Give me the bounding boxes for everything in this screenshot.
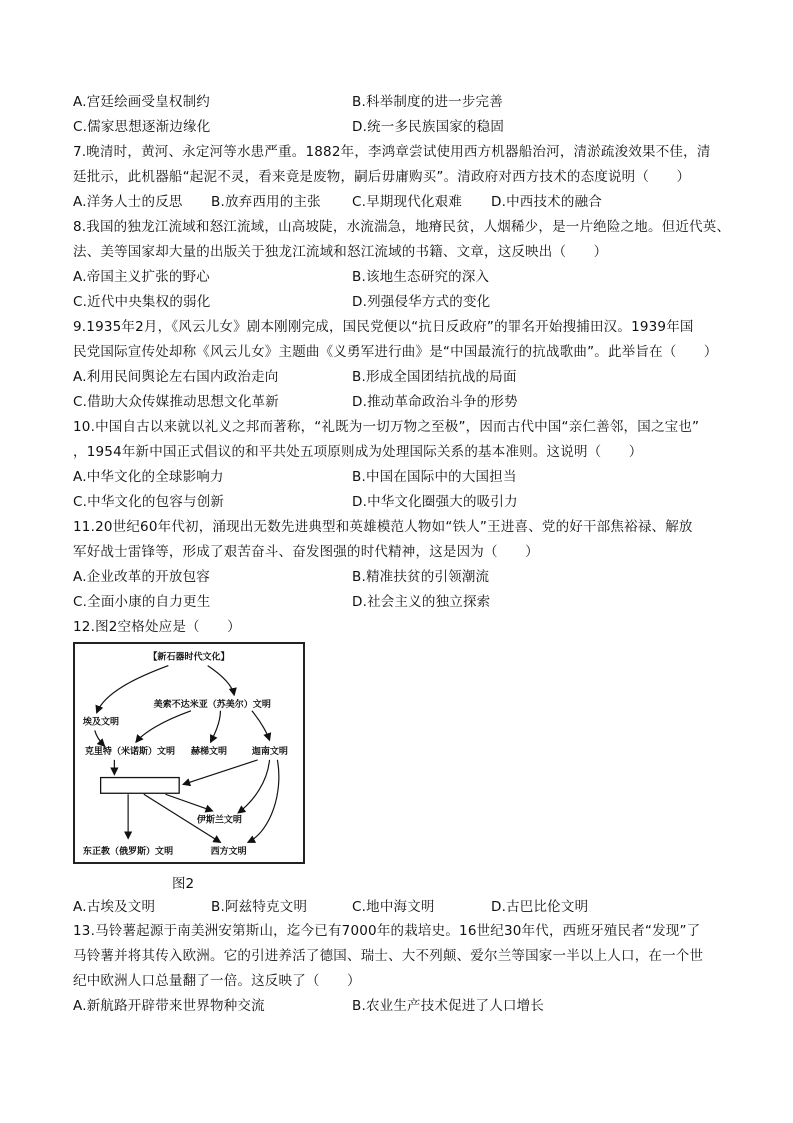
q11-option-c[interactable]: C.全面小康的自力更生 (73, 594, 211, 610)
q6-option-d[interactable]: D.统一多民族国家的稳固 (352, 119, 505, 135)
q12-option-b[interactable]: B.阿兹特克文明 (211, 899, 308, 915)
node-egypt: 埃及文明 (82, 717, 120, 728)
q12-option-c[interactable]: C.地中海文明 (352, 899, 435, 915)
q11-option-a[interactable]: A.企业改革的开放包容 (73, 569, 210, 585)
q6-option-c[interactable]: C.儒家思想逐渐边缘化 (73, 119, 211, 135)
arrow-meso-hittite (211, 711, 221, 742)
q11-stem-line-2: 军好战士雷锋等，形成了艰苦奋斗、奋发图强的时代精神，这是因为（ ） (73, 544, 539, 560)
q7-option-b[interactable]: B.放弃西用的主张 (211, 194, 321, 210)
q13-option-a[interactable]: A.新航路开辟带来世界物种交流 (73, 998, 265, 1014)
q12-option-a[interactable]: A.古埃及文明 (73, 899, 156, 915)
node-hittite: 赫梯文明 (190, 746, 228, 757)
q9-stem-line-1: 9.1935年2月，《风云儿女》剧本刚刚完成，国民党便以“抗日反政府”的罪名开始搜捕田汉。1939年国 (73, 319, 694, 335)
q6-option-b[interactable]: B.科举制度的进一步完善 (352, 94, 503, 110)
q7-option-c[interactable]: C.早期现代化艰难 (352, 194, 463, 210)
node-orthodox: 东正教（俄罗斯）文明 (82, 847, 174, 858)
node-islam: 伊斯兰文明 (196, 815, 242, 826)
q8-stem-line-2: 法、美等国家却大量的出版关于独龙江流域和怒江流域的书籍、文章，这反映出（ ） (73, 244, 608, 260)
q9-stem-line-2: 民党国际宣传处却称《风云儿女》主题曲《义勇军进行曲》是“中国最流行的抗战歌曲”。此举旨在（ ） (73, 344, 718, 360)
node-crete: 克里特（米诺斯）文明 (84, 746, 176, 757)
q7-option-d[interactable]: D.中西技术的融合 (491, 194, 602, 210)
q13-stem-line-1: 13.马铃薯起源于南美洲安第斯山，迄今已有7000年的栽培史。16世纪30年代，西班牙殖民者“发现”了 (73, 923, 701, 939)
q11-option-d[interactable]: D.社会主义的独立探索 (352, 594, 491, 610)
q13-option-b[interactable]: B.农业生产技术促进了人口增长 (352, 998, 545, 1014)
civilization-diagram (73, 642, 305, 864)
q8-option-a[interactable]: A.帝国主义扩张的野心 (73, 269, 210, 285)
q8-stem-line-1: 8.我国的独龙江流域和怒江流域，山高坡陡，水流湍急，地瘠民贫，人烟稀少，是一片绝险之地。但近代英、 (73, 219, 731, 235)
q10-option-c[interactable]: C.中华文化的包容与创新 (73, 494, 225, 510)
q10-option-a[interactable]: A.中华文化的全球影响力 (73, 469, 224, 485)
arrow-meso-canaan (252, 711, 270, 740)
q10-stem-line-2: ，1954年新中国正式倡议的和平共处五项原则成为处理国际关系的基本准则。这说明（ ） (73, 444, 643, 460)
arrow-canaan-box (183, 760, 258, 785)
node-mesopotamia: 美索不达米亚（苏美尔）文明 (153, 699, 271, 710)
q13-stem-line-3: 纪中欧洲人口总量翻了一倍。这反映了（ ） (73, 973, 361, 989)
q7-stem-line-1: 7.晚清时，黄河、永定河等水患严重。1882年，李鸿章尝试使用西方机器船治河，清淤疏浚效果不佳，清 (73, 144, 711, 160)
arrow-egypt-crete (95, 730, 105, 746)
q7-stem-line-2: 廷批示，此机器船“起泥不灵，看来竟是废物，嗣后毋庸购买”。清政府对西方技术的态度说明（ ） (73, 169, 691, 185)
arrow-neolithic-mesopotamia (208, 666, 235, 695)
q9-option-b[interactable]: B.形成全国团结抗战的局面 (352, 369, 517, 385)
q9-option-d[interactable]: D.推动革命政治斗争的形势 (352, 394, 518, 410)
q10-option-b[interactable]: B.中国在国际中的大国担当 (352, 469, 517, 485)
blank-box (101, 778, 180, 794)
q12-stem: 12.图2空格处应是（ ） (73, 619, 241, 635)
q6-option-a[interactable]: A.宫廷绘画受皇权制约 (73, 94, 210, 110)
q9-option-c[interactable]: C.借助大众传媒推动思想文化革新 (73, 394, 279, 410)
arrow-meso-crete (136, 711, 191, 742)
figure-caption: 图2 (172, 876, 195, 892)
q13-stem-line-2: 马铃薯并将其传入欧洲。它的引进养活了德国、瑞士、大不列颠、爱尔兰等国家一半以上人口，在一个世 (73, 948, 704, 964)
node-neolithic: 【新石器时代文化】 (148, 652, 230, 663)
q8-option-b[interactable]: B.该地生态研究的深入 (352, 269, 490, 285)
q11-stem-line-1: 11.20世纪60年代初，涌现出无数先进典型和英雄模范人物如“铁人”王进喜、党的好干部焦裕禄、解放 (73, 519, 693, 535)
q11-option-b[interactable]: B.精准扶贫的引领潮流 (352, 569, 490, 585)
node-canaan: 迦南文明 (251, 746, 288, 757)
q12-option-d[interactable]: D.古巴比伦文明 (491, 899, 589, 915)
q10-option-d[interactable]: D.中华文化圈强大的吸引力 (352, 494, 518, 510)
node-western: 西方文明 (210, 847, 247, 858)
q9-option-a[interactable]: A.利用民间舆论左右国内政治走向 (73, 369, 279, 385)
arrow-box-islam (165, 794, 212, 811)
q8-option-d[interactable]: D.列强侵华方式的变化 (352, 294, 491, 310)
q7-option-a[interactable]: A.洋务人士的反思 (73, 194, 183, 210)
arrow-canaan-west (248, 760, 279, 842)
q8-option-c[interactable]: C.近代中央集权的弱化 (73, 294, 211, 310)
q10-stem-line-1: 10.中国自古以来就以礼义之邦而著称，“礼既为一切万物之至极”，因而古代中国“亲仁善邻，国之宝也” (73, 419, 700, 435)
arrow-canaan-islam (238, 760, 269, 813)
